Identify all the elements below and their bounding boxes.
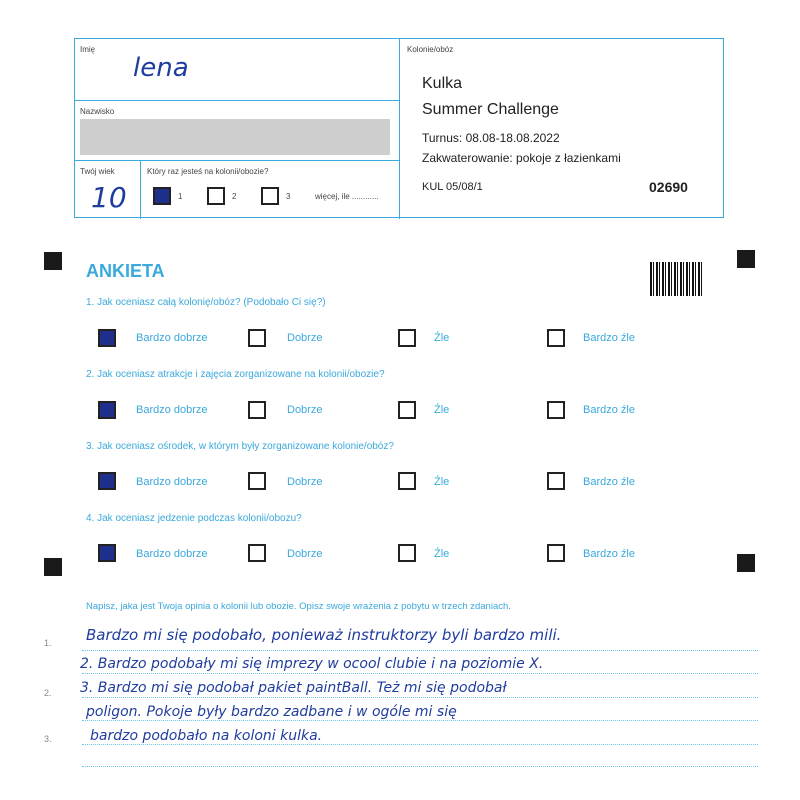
- q3-checkbox-bardzo-dobrze[interactable]: [98, 472, 116, 490]
- times-checkbox-2[interactable]: [207, 187, 225, 205]
- q3-checkbox-bardzo-zle[interactable]: [547, 472, 565, 490]
- q2-option-bardzo-dobrze: Bardzo dobrze: [136, 404, 208, 416]
- q3-option-bardzo-zle: Bardzo źle: [583, 476, 635, 488]
- camp-name: Kulka: [422, 75, 463, 92]
- q1-checkbox-bardzo-zle[interactable]: [547, 329, 565, 347]
- answer-line-2: [82, 673, 758, 674]
- surname-label: Nazwisko: [80, 107, 115, 116]
- q2-checkbox-bardzo-zle[interactable]: [547, 401, 565, 419]
- barcode: [650, 262, 702, 296]
- q4-option-zle: Źle: [434, 548, 450, 560]
- camp-code: KUL 05/08/1: [422, 181, 483, 193]
- answer-line-3: [82, 697, 758, 698]
- answer-text-2[interactable]: 2. Bardzo podobały mi się imprezy w ocool clubie i na poziomie X.: [80, 656, 544, 672]
- question-3: 3. Jak oceniasz ośrodek, w którym były zorganizowane kolonie/obóz?: [86, 441, 394, 452]
- opinion-prompt: Napisz, jaka jest Twoja opinia o kolonii lub obozie. Opisz swoje wrażenia z pobytu w trzech zdaniach.: [86, 601, 511, 612]
- line-number-3: 3.: [44, 734, 52, 744]
- q3-option-dobrze: Dobrze: [287, 476, 323, 488]
- form-header: [74, 38, 724, 218]
- registration-marker-mid-right: [737, 554, 755, 572]
- q4-option-bardzo-zle: Bardzo źle: [583, 548, 635, 560]
- times-option-2: 2: [232, 192, 237, 201]
- q1-checkbox-bardzo-dobrze[interactable]: [98, 329, 116, 347]
- name-label: Imię: [80, 45, 96, 54]
- q3-checkbox-zle[interactable]: [398, 472, 416, 490]
- form-number: 02690: [649, 179, 688, 195]
- registration-marker-top-left: [44, 252, 62, 270]
- age-cell: [75, 161, 141, 219]
- age-value[interactable]: 10: [91, 181, 127, 214]
- surname-cell: [75, 101, 400, 161]
- q4-checkbox-bardzo-zle[interactable]: [547, 544, 565, 562]
- survey-title: ANKIETA: [86, 261, 165, 281]
- q2-checkbox-dobrze[interactable]: [248, 401, 266, 419]
- line-number-2: 2.: [44, 688, 52, 698]
- line-number-1: 1.: [44, 638, 52, 648]
- camp-subtitle: Summer Challenge: [422, 101, 559, 118]
- times-more: więcej, ile ............: [315, 192, 379, 201]
- q3-option-zle: Źle: [434, 476, 450, 488]
- q2-option-zle: Źle: [434, 404, 450, 416]
- answer-text-3[interactable]: 3. Bardzo mi się podobał pakiet paintBall. Też mi się podobał: [80, 680, 507, 696]
- q2-option-dobrze: Dobrze: [287, 404, 323, 416]
- age-label: Twój wiek: [80, 167, 115, 176]
- q1-option-zle: Źle: [434, 332, 450, 344]
- q4-option-bardzo-dobrze: Bardzo dobrze: [136, 548, 208, 560]
- turnus: Turnus: 08.08-18.08.2022: [422, 131, 560, 145]
- registration-marker-mid-left: [44, 558, 62, 576]
- q4-checkbox-zle[interactable]: [398, 544, 416, 562]
- name-value[interactable]: lena: [133, 53, 189, 83]
- q1-checkbox-dobrze[interactable]: [248, 329, 266, 347]
- q4-option-dobrze: Dobrze: [287, 548, 323, 560]
- camp-label: Kolonie/obóz: [407, 45, 454, 54]
- times-checkbox-3[interactable]: [261, 187, 279, 205]
- times-label: Który raz jesteś na kolonii/obozie?: [147, 167, 269, 176]
- q2-option-bardzo-zle: Bardzo źle: [583, 404, 635, 416]
- answer-line-4: [82, 720, 758, 721]
- q4-checkbox-dobrze[interactable]: [248, 544, 266, 562]
- q1-option-dobrze: Dobrze: [287, 332, 323, 344]
- q3-option-bardzo-dobrze: Bardzo dobrze: [136, 476, 208, 488]
- accommodation: Zakwaterowanie: pokoje z łazienkami: [422, 151, 621, 165]
- name-cell: [75, 39, 400, 101]
- answer-text-5[interactable]: bardzo podobało na koloni kulka.: [90, 728, 323, 744]
- q1-option-bardzo-dobrze: Bardzo dobrze: [136, 332, 208, 344]
- surname-redaction: [80, 119, 390, 155]
- times-option-1: 1: [178, 192, 183, 201]
- question-1: 1. Jak oceniasz całą kolonię/obóz? (Podobało Ci się?): [86, 297, 326, 308]
- times-checkbox-1[interactable]: [153, 187, 171, 205]
- answer-line-1: [82, 650, 758, 651]
- registration-marker-top-right: [737, 250, 755, 268]
- times-option-3: 3: [286, 192, 291, 201]
- answer-text-1[interactable]: Bardzo mi się podobało, ponieważ instruktorzy byli bardzo mili.: [86, 626, 562, 644]
- times-cell: [141, 161, 400, 219]
- q2-checkbox-zle[interactable]: [398, 401, 416, 419]
- answer-line-5: [82, 744, 758, 745]
- q3-checkbox-dobrze[interactable]: [248, 472, 266, 490]
- q2-checkbox-bardzo-dobrze[interactable]: [98, 401, 116, 419]
- answer-line-6: [82, 766, 758, 767]
- q4-checkbox-bardzo-dobrze[interactable]: [98, 544, 116, 562]
- answer-text-4[interactable]: poligon. Pokoje były bardzo zadbane i w ogóle mi się: [86, 704, 457, 720]
- q1-option-bardzo-zle: Bardzo źle: [583, 332, 635, 344]
- question-4: 4. Jak oceniasz jedzenie podczas kolonii/obozu?: [86, 513, 302, 524]
- question-2: 2. Jak oceniasz atrakcje i zajęcia zorganizowane na kolonii/obozie?: [86, 369, 385, 380]
- q1-checkbox-zle[interactable]: [398, 329, 416, 347]
